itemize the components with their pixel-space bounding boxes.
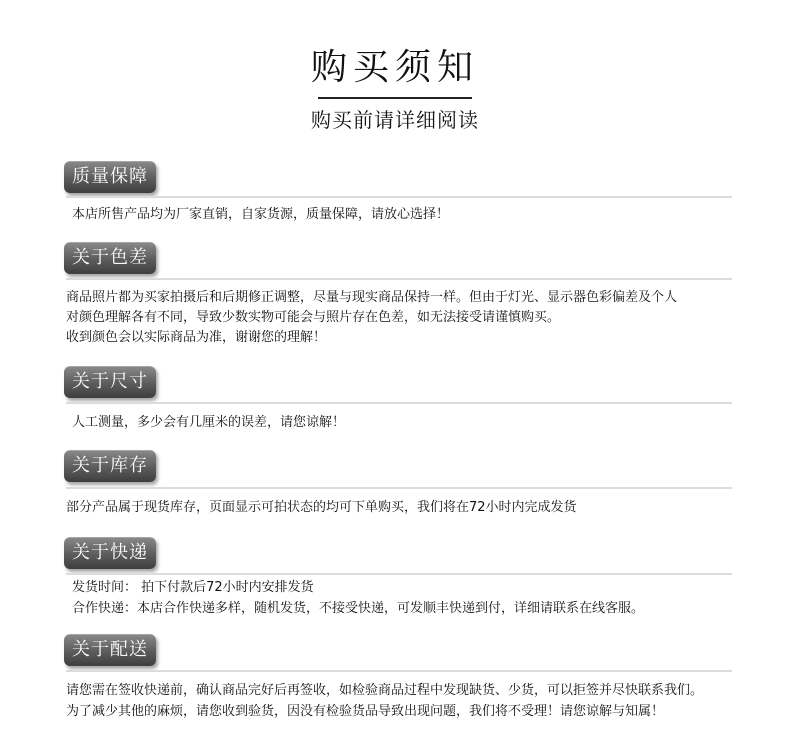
- section-quality-divider: [66, 196, 732, 198]
- section-express-heading: 关于快递: [64, 537, 156, 569]
- page-subtitle: 购买前请详细阅读: [311, 108, 479, 132]
- section-express-text-2: 合作快递：本店合作快递多样，随机发货，不接受快递，可发顺丰快递到付，详细请联系在线客服。: [72, 601, 645, 616]
- section-quality-heading: 质量保障: [64, 161, 156, 193]
- title-underline: [318, 97, 472, 99]
- section-color-divider: [66, 278, 732, 280]
- section-quality-text-1: 本店所售产品均为厂家直销，自家货源，质量保障，请放心选择！: [72, 207, 450, 222]
- section-color-text-2: 对颜色理解各有不同，导致少数实物可能会与照片存在色差，如无法接受请谨慎购买。: [66, 310, 561, 325]
- section-delivery-divider: [66, 670, 732, 672]
- section-size-text-1: 人工测量，多少会有几厘米的误差，请您谅解！: [72, 415, 346, 430]
- section-stock-text-1: 部分产品属于现货库存，页面显示可拍状态的均可下单购买，我们将在72小时内完成发货: [66, 500, 577, 515]
- section-delivery-text-2: 为了减少其他的麻烦，请您收到验货，因没有检验货品导致出现问题，我们将不受理！请您谅解与知属！: [66, 704, 665, 719]
- section-delivery-text-1: 请您需在签收快递前，确认商品完好后再签收，如检验商品过程中发现缺货、少货，可以拒签并尽快联系我们。: [66, 683, 704, 698]
- section-stock-heading: 关于库存: [64, 450, 156, 482]
- section-express-divider: [66, 573, 732, 575]
- section-stock-divider: [66, 487, 732, 489]
- section-delivery-heading: 关于配送: [64, 634, 156, 666]
- section-size-heading: 关于尺寸: [64, 366, 156, 398]
- section-color-text-3: 收到颜色会以实际商品为准，谢谢您的理解！: [66, 330, 327, 345]
- page-title: 购买须知: [310, 47, 479, 88]
- section-color-heading: 关于色差: [64, 242, 156, 274]
- section-express-text-1: 发货时间： 拍下付款后72小时内安排发货: [72, 580, 314, 595]
- section-size-divider: [66, 402, 732, 404]
- section-color-text-1: 商品照片都为买家拍摄后和后期修正调整，尽量与现实商品保持一样。但由于灯光、显示器色彩偏差及个人: [66, 290, 678, 305]
